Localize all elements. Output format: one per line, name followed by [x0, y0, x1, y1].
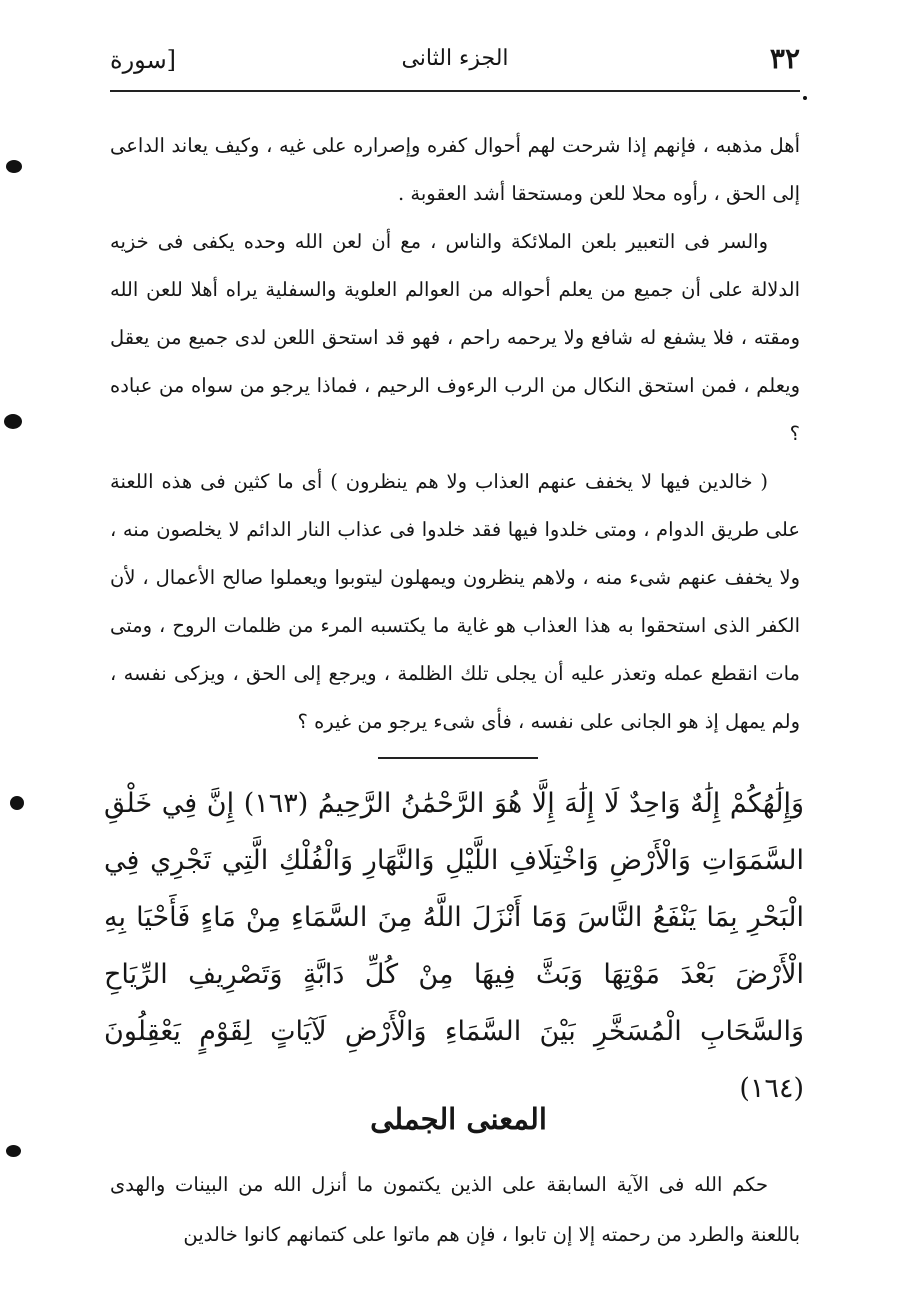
- commentary-text: [110, 122, 800, 746]
- scan-speck: [6, 160, 22, 173]
- verse-text: [104, 775, 804, 1117]
- summary-text: [110, 1160, 800, 1260]
- section-heading: المعنى الجملى: [370, 1102, 547, 1136]
- header-divider: [110, 90, 800, 92]
- section-divider: [378, 757, 538, 759]
- paragraph: حكم الله فى الآية السابقة على الذين يكتمون ما أنزل الله من البينات والهدى باللعنة والطرد من رحمته إلا إن تابوا ، فإن هم ماتوا على كتمانهم كانوا خالدين: [110, 1173, 800, 1246]
- scan-speck: [6, 1145, 21, 1157]
- paragraph: والسر فى التعبير بلعن الملائكة والناس ، مع أن لعن الله وحده يكفى فى خزيه الدلالة على أن جميع من يعلم أحواله من العوالم العلوية والسفلية يراه أهلا للعن الله ومقته ، فلا يشفع له شافع ولا يرحمه راحم ، فهو قد استحق اللعن لدى جميع من يعقل ويعلم ، فمن استحق النكال من الرب الرءوف الرحيم ، فماذا يرجو من سواه من عباده ؟: [110, 230, 800, 445]
- page-header: [110, 38, 800, 88]
- page-number: ٣٢: [769, 42, 800, 75]
- paragraph: ( خالدين فيها لا يخفف عنهم العذاب ولا هم ينظرون ) أى ما كثين فى هذه اللعنة على طريق الدوام ، ومتى خلدوا فيها فقد خلدوا فى عذاب النار الدائم لا يخلصون منه ، ولا يخفف عنهم شىء منه ، ولاهم ينظرون ويمهلون ليتوبوا ويعملوا صالح الأعمال ، لأن الكفر الذى استحقوا به هذا العذاب هو غاية ما يكتسبه المرء من ظلمات الروح ، ومتى مات انقطع عمله وتعذر عليه أن يجلى تلك الظلمة ، ويرجع إلى الحق ، ويزكى نفسه ، ولم يمهل إذ هو الجانى على نفسه ، فأى شىء يرجو من غيره ؟: [110, 470, 800, 733]
- verse-163: وَإِلَٰهُكُمْ إِلَٰهٌ وَاحِدٌ لَا إِلَٰهَ إِلَّا هُوَ الرَّحْمَٰنُ الرَّحِيمُ (١٦٣): [243, 788, 804, 819]
- paragraph: أهل مذهبه ، فإنهم إذا شرحت لهم أحوال كفره وإصراره على غيه ، وكيف يعاند الداعى إلى الحق ، رأوه محلا للعن ومستحقا أشد العقوبة .: [110, 134, 800, 205]
- surah-label: [سورة: [110, 46, 177, 74]
- verse-164: إِنَّ فِي خَلْقِ السَّمَوَاتِ وَالْأَرْضِ وَاخْتِلَافِ اللَّيْلِ وَالنَّهَارِ وَالْفُلْكِ الَّتِي تَجْرِي فِي الْبَحْرِ بِمَا يَنْفَعُ النَّاسَ وَمَا أَنْزَلَ اللَّهُ مِنَ السَّمَاءِ مِنْ مَاءٍ فَأَحْيَا بِهِ الْأَرْضَ بَعْدَ مَوْتِهَا وَبَثَّ فِيهَا مِنْ كُلِّ دَابَّةٍ وَتَصْرِيفِ الرِّيَاحِ وَالسَّحَابِ الْمُسَخَّرِ بَيْنَ السَّمَاءِ وَالْأَرْضِ لَآيَاتٍ لِقَوْمٍ يَعْقِلُونَ (١٦٤): [104, 788, 804, 1104]
- part-title: الجزء الثانى: [401, 46, 509, 71]
- scan-speck: [803, 96, 807, 100]
- quran-verses: [104, 775, 804, 1117]
- scan-speck: [10, 796, 24, 810]
- scan-speck: [4, 414, 22, 429]
